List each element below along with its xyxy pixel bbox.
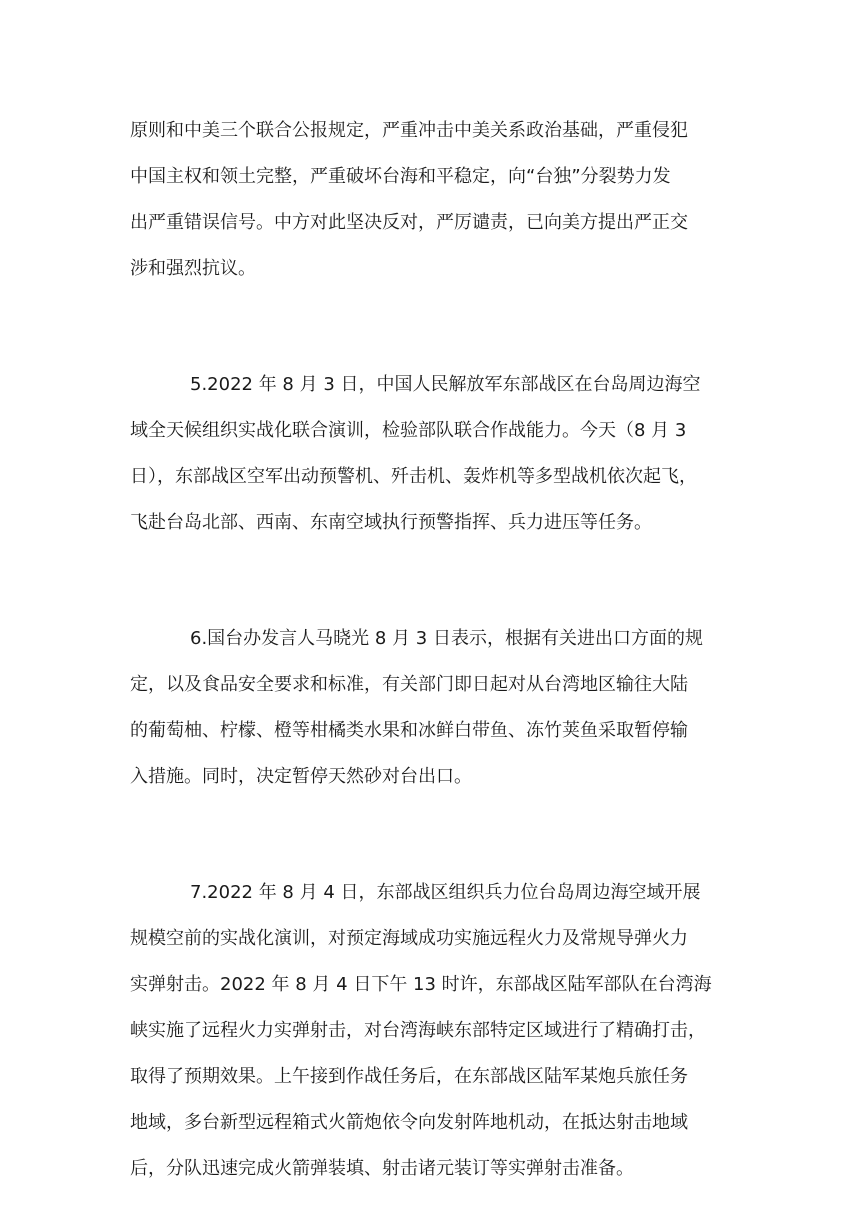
paragraph-continuation — [130, 108, 730, 292]
text-line: 中国主权和领土完整，严重破坏台海和平稳定，向“台独”分裂势力发 — [130, 166, 671, 187]
document-body — [130, 108, 730, 1192]
text-line: 的葡萄柚、柠檬、橙等柑橘类水果和冰鲜白带鱼、冻竹荚鱼采取暂停输 — [130, 720, 688, 741]
text-line: 入措施。同时，决定暂停天然砂对台出口。 — [130, 766, 472, 787]
text-line: 5.2022 年 8 月 3 日，中国人民解放军东部战区在台岛周边海空 — [190, 374, 701, 395]
text-line: 地域，多台新型远程箱式火箭炮依令向发射阵地机动，在抵达射击地域 — [130, 1112, 688, 1133]
text-line: 规模空前的实战化演训，对预定海域成功实施远程火力及常规导弹火力 — [130, 928, 688, 949]
text-line: 出严重错误信号。中方对此坚决反对，严厉谴责，已向美方提出严正交 — [130, 212, 688, 233]
text-line: 取得了预期效果。上午接到作战任务后，在东部战区陆军某炮兵旅任务 — [130, 1066, 688, 1087]
text-line: 定，以及食品安全要求和标准，有关部门即日起对从台湾地区输往大陆 — [130, 674, 688, 695]
text-line: 飞赴台岛北部、西南、东南空域执行预警指挥、兵力进压等任务。 — [130, 512, 652, 533]
text-line: 7.2022 年 8 月 4 日，东部战区组织兵力位台岛周边海空域开展 — [190, 882, 701, 903]
text-line: 峡实施了远程火力实弹射击，对台湾海峡东部特定区域进行了精确打击， — [130, 1020, 706, 1041]
paragraph-item-6 — [130, 616, 730, 800]
text-line: 域全天候组织实战化联合演训，检验部队联合作战能力。今天（8 月 3 — [130, 420, 687, 441]
text-line: 日），东部战区空军出动预警机、歼击机、轰炸机等多型战机依次起飞， — [130, 466, 697, 487]
text-line: 原则和中美三个联合公报规定，严重冲击中美关系政治基础，严重侵犯 — [130, 120, 688, 141]
text-line: 实弹射击。2022 年 8 月 4 日下午 13 时许，东部战区陆军部队在台湾海 — [130, 974, 712, 995]
text-line: 6.国台办发言人马晓光 8 月 3 日表示，根据有关进出口方面的规 — [190, 628, 703, 649]
paragraph-item-5 — [130, 362, 730, 546]
paragraph-item-7 — [130, 870, 730, 1192]
text-line: 涉和强烈抗议。 — [130, 258, 256, 279]
text-line: 后，分队迅速完成火箭弹装填、射击诸元装订等实弹射击准备。 — [130, 1158, 634, 1179]
